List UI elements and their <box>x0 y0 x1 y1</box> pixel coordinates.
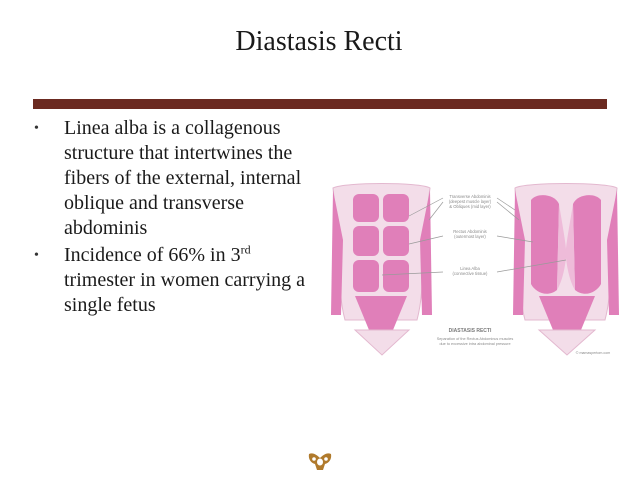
normal-abdomen-illustration <box>331 184 432 356</box>
caption-title: DIASTASIS RECTI <box>448 328 492 334</box>
label-transverse-sub: (deepest muscle layer) <box>448 199 492 204</box>
pelvis-logo-icon <box>307 450 333 472</box>
caption-line-1: Separation of the Rectus Abdominus muscles <box>436 337 514 341</box>
title-divider <box>33 99 607 109</box>
bullet-text: Linea alba is a collagenous structure that intertwines the fibers of the external, internal oblique and transverse abdominis <box>64 117 302 239</box>
diastasis-diagram <box>325 180 625 370</box>
caption-line-2: due to excessive intra abdominal pressure <box>439 342 511 346</box>
diastasis-abdomen-illustration <box>513 184 619 356</box>
label-linea-alba-sub: (connective tissue) <box>452 271 488 276</box>
bullet-dot: • <box>34 121 39 136</box>
ordinal-superscript: rd <box>240 242 251 257</box>
bullet-item <box>34 116 324 241</box>
label-obliques: & Obliques (mid layer) <box>449 204 491 209</box>
label-rectus-sub: (outermost layer) <box>454 234 486 239</box>
slide-title: Diastasis Recti <box>235 26 403 57</box>
bullet-text-before: Incidence of 66% in 3 <box>64 244 241 266</box>
image-credit: © mamaspertom.com <box>575 351 611 355</box>
bullet-text-after: trimester in women carrying a single fetus <box>64 269 306 316</box>
label-transverse: Transverse Abdominis <box>449 194 491 199</box>
bullet-dot: • <box>34 248 39 263</box>
label-rectus: Rectus Abdominis <box>453 229 487 234</box>
bullet-list <box>34 116 324 320</box>
label-linea-alba: Linea Alba <box>460 266 480 271</box>
bullet-item <box>34 243 324 318</box>
